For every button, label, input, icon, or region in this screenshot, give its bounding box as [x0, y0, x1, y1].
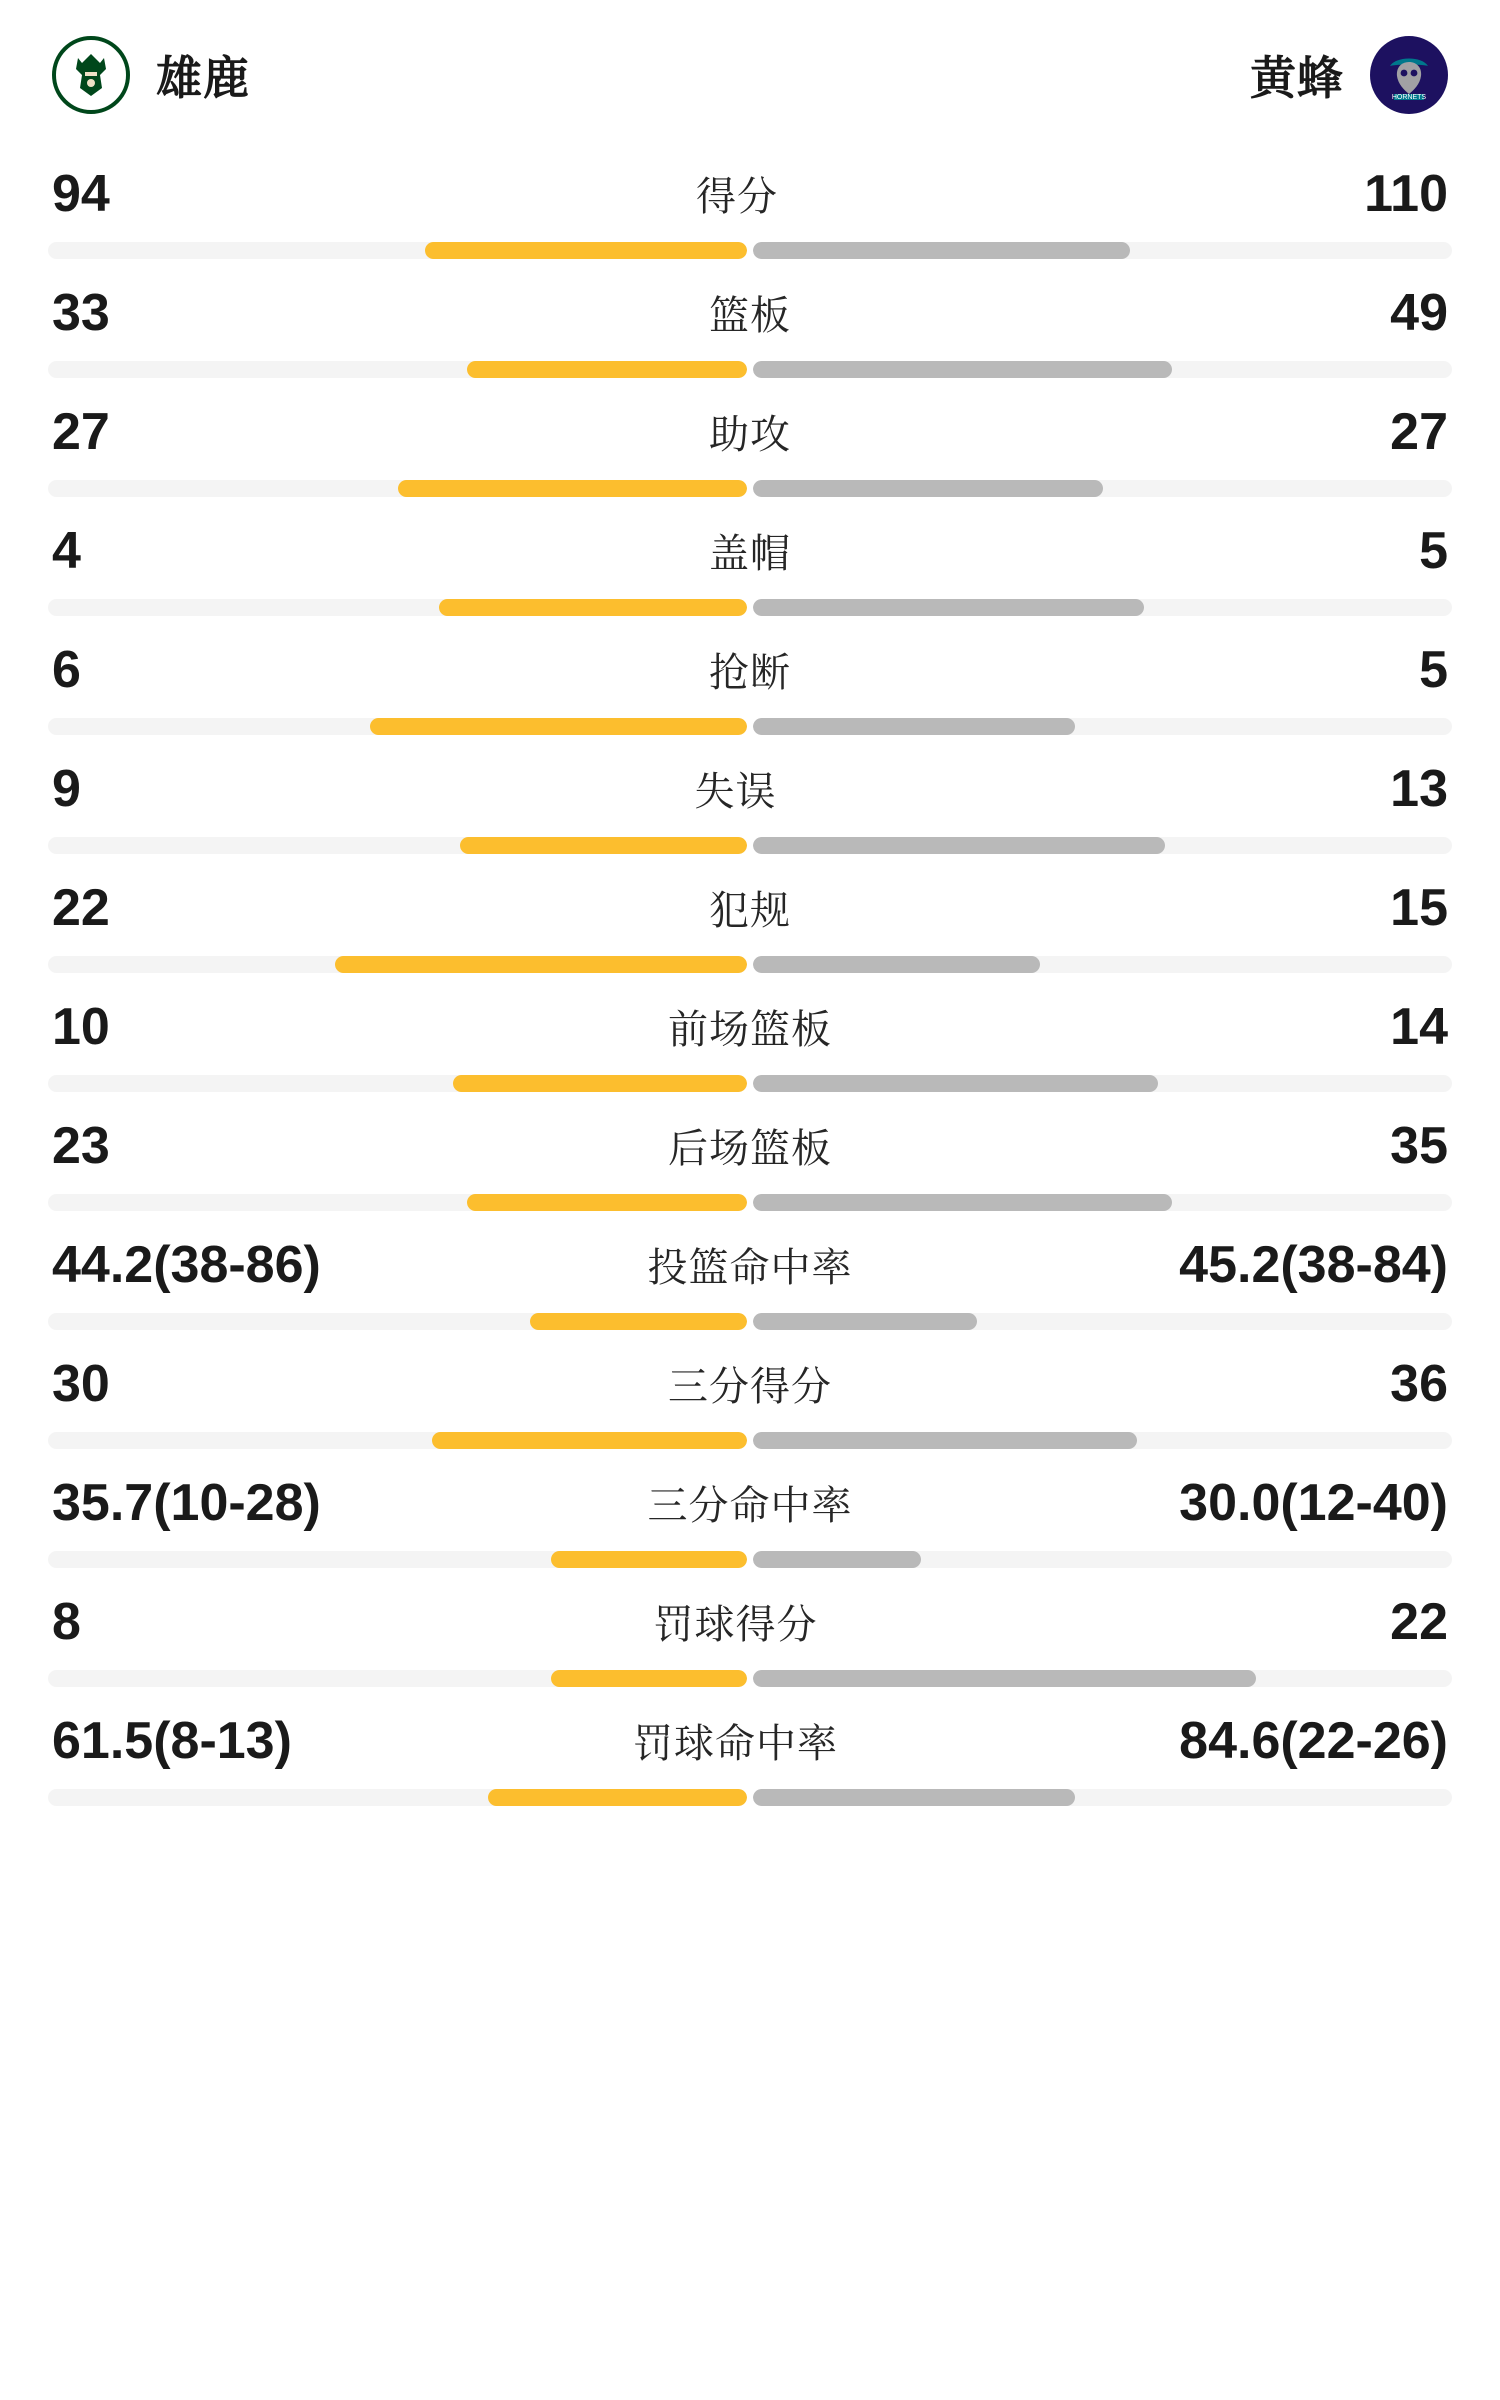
stat-label: 罚球命中率	[633, 1722, 839, 1766]
stat-row	[48, 388, 1452, 507]
stat-row	[48, 507, 1452, 626]
away-bar-track	[753, 361, 1452, 378]
away-bar-track	[753, 1313, 1452, 1330]
away-bar-fill	[753, 1789, 1075, 1806]
home-bar-track	[48, 242, 747, 259]
svg-text:HORNETS: HORNETS	[1391, 94, 1427, 101]
away-bar-track	[753, 242, 1452, 259]
stat-bar	[48, 1670, 1452, 1687]
stat-row-header	[48, 1474, 1452, 1532]
home-bar-fill	[439, 599, 747, 616]
home-stat-value: 4	[52, 522, 81, 580]
stat-row-header	[48, 284, 1452, 342]
away-bar-track	[753, 718, 1452, 735]
away-stat-value: 49	[1390, 284, 1448, 342]
stat-label: 失误	[694, 770, 777, 814]
stat-bar	[48, 1075, 1452, 1092]
home-bar-fill	[335, 956, 747, 973]
stat-bar	[48, 599, 1452, 616]
stat-row	[48, 626, 1452, 745]
stat-label: 犯规	[709, 889, 791, 933]
home-bar-track	[48, 1075, 747, 1092]
away-bar-fill	[753, 1075, 1158, 1092]
away-stat-value: 45.2(38-84)	[1179, 1236, 1448, 1294]
home-bar-track	[48, 1313, 747, 1330]
home-stat-value: 10	[52, 998, 110, 1056]
home-stat-value: 23	[52, 1117, 110, 1175]
away-stat-value: 36	[1390, 1355, 1448, 1413]
stat-label: 后场篮板	[668, 1127, 832, 1171]
away-stat-value: 110	[1364, 165, 1448, 223]
away-stat-value: 5	[1419, 522, 1448, 580]
stat-label: 投篮命中率	[647, 1246, 853, 1290]
away-bar-fill	[753, 956, 1040, 973]
home-bar-track	[48, 1789, 747, 1806]
stat-row	[48, 864, 1452, 983]
home-bar-track	[48, 956, 747, 973]
stat-row-header	[48, 1355, 1452, 1413]
stat-row	[48, 1340, 1452, 1459]
stat-label: 助攻	[709, 413, 791, 457]
home-stat-value: 9	[52, 760, 81, 818]
stat-bar	[48, 1313, 1452, 1330]
home-bar-fill	[432, 1432, 747, 1449]
stat-label: 篮板	[709, 294, 791, 338]
stat-row-header	[48, 641, 1452, 699]
away-stat-value: 15	[1390, 879, 1448, 937]
home-bar-track	[48, 1194, 747, 1211]
home-stat-value: 30	[52, 1355, 110, 1413]
home-bar-track	[48, 837, 747, 854]
home-stat-value: 44.2(38-86)	[52, 1236, 321, 1294]
stat-row	[48, 1102, 1452, 1221]
home-bar-track	[48, 480, 747, 497]
home-stat-value: 61.5(8-13)	[52, 1712, 292, 1770]
away-bar-track	[753, 1194, 1452, 1211]
home-bar-fill	[460, 837, 747, 854]
away-bar-track	[753, 1789, 1452, 1806]
stat-row	[48, 269, 1452, 388]
away-stat-value: 35	[1390, 1117, 1448, 1175]
away-bar-track	[753, 1075, 1452, 1092]
stat-row-header	[48, 760, 1452, 818]
away-bar-track	[753, 956, 1452, 973]
home-bar-fill	[370, 718, 747, 735]
away-bar-fill	[753, 718, 1075, 735]
away-stat-value: 30.0(12-40)	[1179, 1474, 1448, 1532]
away-bar-fill	[753, 837, 1165, 854]
stat-row-header	[48, 1593, 1452, 1651]
stat-label: 得分	[695, 175, 778, 219]
home-bar-track	[48, 718, 747, 735]
away-stat-value: 5	[1419, 641, 1448, 699]
away-bar-track	[753, 1670, 1452, 1687]
home-bar-track	[48, 1551, 747, 1568]
away-bar-track	[753, 837, 1452, 854]
home-bar-fill	[488, 1789, 747, 1806]
home-stat-value: 22	[52, 879, 110, 937]
scoreboard-header	[48, 0, 1452, 150]
stat-row	[48, 745, 1452, 864]
stat-row-header	[48, 165, 1452, 223]
home-stat-value: 8	[52, 1593, 81, 1651]
stat-bar	[48, 718, 1452, 735]
home-bar-track	[48, 1670, 747, 1687]
away-bar-fill	[753, 599, 1144, 616]
stat-list	[48, 150, 1452, 1816]
home-stat-value: 35.7(10-28)	[52, 1474, 321, 1532]
away-bar-fill	[753, 1432, 1137, 1449]
home-bar-track	[48, 1432, 747, 1449]
away-bar-fill	[753, 242, 1130, 259]
stat-row	[48, 1578, 1452, 1697]
stat-row-header	[48, 998, 1452, 1056]
away-stat-value: 84.6(22-26)	[1179, 1712, 1448, 1770]
away-stat-value: 13	[1390, 760, 1448, 818]
stat-bar	[48, 361, 1452, 378]
away-bar-track	[753, 1432, 1452, 1449]
home-bar-track	[48, 361, 747, 378]
stat-row-header	[48, 522, 1452, 580]
home-bar-fill	[398, 480, 748, 497]
stat-row	[48, 1459, 1452, 1578]
home-bar-fill	[425, 242, 747, 259]
stat-row-header	[48, 1236, 1452, 1294]
home-team-name: 雄鹿	[156, 52, 250, 104]
stat-row-header	[48, 1117, 1452, 1175]
home-stat-value: 94	[52, 165, 110, 223]
stat-label: 三分得分	[668, 1365, 832, 1409]
home-bar-fill	[551, 1551, 747, 1568]
home-bar-fill	[467, 361, 747, 378]
stat-row-header	[48, 879, 1452, 937]
away-bar-track	[753, 599, 1452, 616]
home-stat-value: 6	[52, 641, 81, 699]
home-stat-value: 27	[52, 403, 110, 461]
away-stat-value: 22	[1390, 1593, 1448, 1651]
home-bar-fill	[453, 1075, 747, 1092]
stat-bar	[48, 1194, 1452, 1211]
away-team-name: 黄蜂	[1250, 52, 1344, 104]
stat-row-header	[48, 403, 1452, 461]
away-bar-fill	[753, 1313, 977, 1330]
stat-row	[48, 1221, 1452, 1340]
stat-label: 罚球得分	[653, 1603, 818, 1647]
hornets-logo-icon	[1370, 36, 1448, 114]
stat-label: 三分命中率	[647, 1484, 853, 1528]
stat-label: 盖帽	[709, 532, 791, 576]
stat-row	[48, 1697, 1452, 1816]
away-stat-value: 14	[1390, 998, 1448, 1056]
stat-bar	[48, 242, 1452, 259]
stat-row-header	[48, 1712, 1452, 1770]
bucks-logo-icon	[52, 36, 130, 114]
stat-label: 抢断	[709, 651, 791, 695]
stat-bar	[48, 837, 1452, 854]
stat-bar	[48, 1789, 1452, 1806]
away-bar-fill	[753, 1670, 1256, 1687]
stat-bar	[48, 1551, 1452, 1568]
stat-bar	[48, 956, 1452, 973]
stat-bar	[48, 480, 1452, 497]
home-bar-fill	[551, 1670, 747, 1687]
stat-row	[48, 983, 1452, 1102]
away-team	[1250, 36, 1448, 114]
stat-row	[48, 150, 1452, 269]
away-bar-fill	[753, 1194, 1172, 1211]
home-stat-value: 33	[52, 284, 110, 342]
home-team	[52, 36, 250, 114]
home-bar-track	[48, 599, 747, 616]
stat-bar	[48, 1432, 1452, 1449]
away-bar-fill	[753, 361, 1172, 378]
away-stat-value: 27	[1390, 403, 1448, 461]
away-bar-fill	[753, 1551, 921, 1568]
home-bar-fill	[530, 1313, 747, 1330]
stat-label: 前场篮板	[668, 1008, 832, 1052]
away-bar-fill	[753, 480, 1103, 497]
away-bar-track	[753, 480, 1452, 497]
home-bar-fill	[467, 1194, 747, 1211]
away-bar-track	[753, 1551, 1452, 1568]
